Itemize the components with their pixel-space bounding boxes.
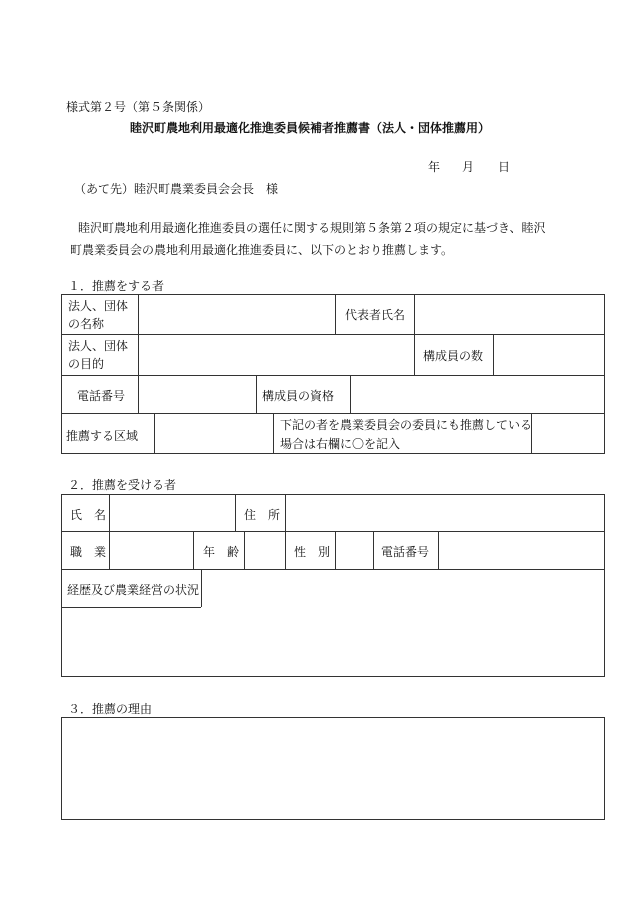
- corp-phone-field[interactable]: [139, 376, 255, 412]
- nominee-name-label: 氏 名: [70, 508, 107, 522]
- career-field[interactable]: [62, 608, 604, 676]
- district-label: 推薦する区域: [66, 429, 139, 443]
- member-qualification-field[interactable]: [351, 376, 604, 412]
- nominee-age-field[interactable]: [245, 532, 284, 568]
- nominee-occupation-label: 職 業: [70, 545, 107, 559]
- nominee-name-field[interactable]: [110, 495, 234, 530]
- purpose-field[interactable]: [139, 335, 413, 374]
- purpose-label: 法人、団体 の目的: [68, 339, 129, 371]
- addressee: （あて先）睦沢町農業委員会会長 様: [74, 182, 279, 196]
- nominee-phone-field[interactable]: [439, 532, 604, 568]
- nominee-gender-field[interactable]: [336, 532, 372, 568]
- date-day-label: 日: [498, 160, 511, 174]
- member-count-label: 構成員の数: [423, 349, 484, 363]
- date-year-label: 年: [428, 160, 441, 174]
- nominee-age-label: 年 齢: [203, 545, 240, 559]
- document-title: 睦沢町農地利用最適化推進委員候補者推薦書（法人・団体推薦用）: [130, 121, 491, 135]
- corp-name-label: 法人、団体 の名称: [68, 299, 129, 331]
- corp-phone-label: 電話番号: [77, 389, 126, 403]
- member-qualification-label: 構成員の資格: [262, 389, 335, 403]
- corp-name-field[interactable]: [139, 295, 334, 333]
- intro-line-2: 町農業委員会の農地利用最適化推進委員に、以下のとおり推薦します。: [70, 243, 454, 257]
- nominee-address-field[interactable]: [286, 495, 604, 530]
- member-count-field[interactable]: [494, 335, 604, 374]
- section-2-heading: ２．推薦を受ける者: [68, 478, 177, 492]
- representative-label: 代表者氏名: [345, 308, 406, 322]
- dual-recommendation-note: 下記の者を農業委員会の委員にも推薦している 場合は右欄に〇を記入: [280, 418, 533, 451]
- intro-text: [66, 217, 546, 261]
- career-label: 経歴及び農業経営の状況: [67, 583, 200, 597]
- form-number: 様式第２号（第５条関係）: [66, 100, 211, 114]
- date-month-label: 月: [462, 160, 475, 174]
- section-1-heading: １．推薦をする者: [68, 279, 165, 293]
- dual-recommendation-mark-field[interactable]: [532, 414, 604, 453]
- district-field[interactable]: [155, 414, 272, 453]
- nominee-gender-label: 性 別: [294, 545, 331, 559]
- nominee-occupation-field[interactable]: [110, 532, 192, 568]
- section-3-heading: ３．推薦の理由: [68, 702, 153, 716]
- intro-line-1: 睦沢町農地利用最適化推進委員の選任に関する規則第５条第２項の規定に基づき、睦沢: [78, 221, 546, 235]
- reason-field[interactable]: [61, 717, 605, 820]
- representative-field[interactable]: [415, 295, 604, 333]
- nominee-address-label: 住 所: [244, 508, 281, 522]
- nominee-phone-label: 電話番号: [381, 545, 430, 559]
